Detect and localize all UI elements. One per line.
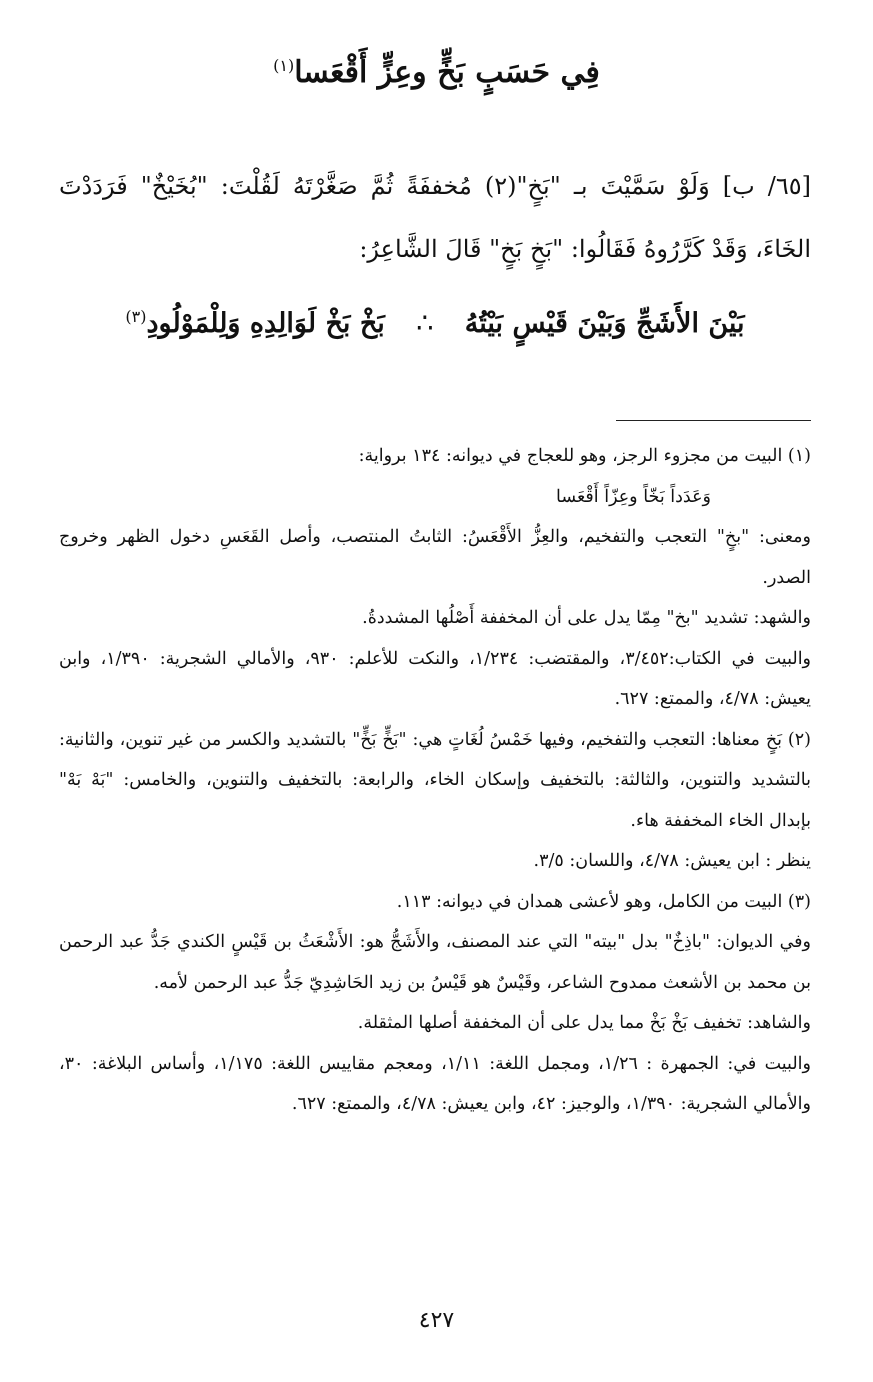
footnote-1-meaning: ومعنى: "بخٍ" التعجب والتفخيم، والعِزُّ الأَقْعَسُ: الثابتُ المنتصب، وأصل القَعَسِ دخول الظهر وخروج الصدر. [59,527,811,588]
main-text [59,155,811,281]
poetry-verse [59,304,811,345]
footnote-1-sources: والبيت في الكتاب:٣/٤٥٢، والمقتضب: ١/٢٣٤، والنكت للأعلم: ٩٣٠، والأمالي الشجرية: ١/٣٩٠، وابن يعيش: ٤/٧٨، والممتع: ٦٢٧. [59,648,812,709]
footnote-1-hemistich: وَعَدَداً بَخّاً وعِزّاً أَقْعَسا [556,486,711,507]
headline-text: فِي حَسَبٍ بَخٍّ وعِزٍّ أَقْعَسا [294,55,600,90]
verse-first-hemistich: بَيْنَ الأَشَجِّ وَبَيْنَ قَيْسٍ بَيْتُهُ [464,308,745,339]
footnote-3-intro: (٣) البيت من الكامل، وهو لأعشى همدان في ديوانه: ١١٣. [396,891,811,912]
footnote-3-evidence: والشاهد: تخفيف بَخْ بَخْ مما يدل على أن المخففة أصلها المثقلة. [357,1013,811,1033]
footnote-2-meaning: (٢) بَخٍ معناها: التعجب والتفخيم، وفيها خَمْسُ لُغَاتٍ هي: "بَخٍّ بَخٍّ" بالتشديد والكسر من غير تنوين، والثانية: بالتشديد والتنوين، والثالثة: بالتخفيف وإسكان الخاء، والرابعة: بالتخفيف والتنوين، والخامس: "بَهْ بَهْ" بإبدال الخاء المخففة هاء. [59,729,811,831]
verse-separator: ∴ [416,308,434,339]
footnote-1-intro: (١) البيت من مجزوء الرجز، وهو للعجاج في ديوانه: ١٣٤ برواية: [358,446,811,466]
footnote-1-evidence: والشهد: تشديد "بخ" مِمّا يدل على أن المخففة أَصْلُها المشددةُ. [362,608,811,628]
verse-second-hemistich: بَخْ بَخْ لَوَالِدِهِ وَلِلْمَوْلُودِ [146,308,385,339]
footnotes [59,436,811,1125]
page-number: ٤٢٧ [418,1308,455,1333]
footnote-separator-rule [616,420,811,421]
footnote-3-diwan: وفي الديوان: "باذِخٌ" بدل "بيته" التي عند المصنف، والأَشَجُّ هو: الأَشْعَثُ بن قَيْسٍ الكندي جَدُّ عبد الرحمن بن محمد بن الأشعث ممدوح الشاعر، وقَيْسٌ هو قَيْسُ بن زيد الحَاشِدِيّ جَدُّ عبد الرحمن لأمه. [59,932,811,993]
headline-footnote-marker: (١) [273,56,295,75]
headline-verse [0,52,873,94]
body-paragraph: [٦٥/ ب] وَلَوْ سَمَّيْتَ بـ "بَخٍ"(٢) مُخففَةً ثُمَّ صَغَّرْتَهُ لَقُلْتَ: "بُخَيْخٌ" فَرَدَدْتَ الخَاءَ، وَقَدْ كَرَّرُوهُ فَقَالُوا: "بَخٍ بَخٍ" قَالَ الشَّاعِرُ: [59,172,812,263]
footnote-2-sources: ينظر : ابن يعيش: ٤/٧٨، واللسان: ٣/٥. [533,851,811,871]
footnote-3-sources: والبيت في: الجمهرة : ١/٢٦، ومجمل اللغة: ١/١١، ومعجم مقاييس اللغة: ١/١٧٥، وأساس البلاغة: ٣٠، والأمالي الشجرية: ١/٣٩٠، والوجيز: ٤٢، وابن يعيش: ٤/٧٨، والممتع: ٦٢٧. [59,1053,811,1114]
verse-footnote-marker: (٣) [125,307,147,326]
